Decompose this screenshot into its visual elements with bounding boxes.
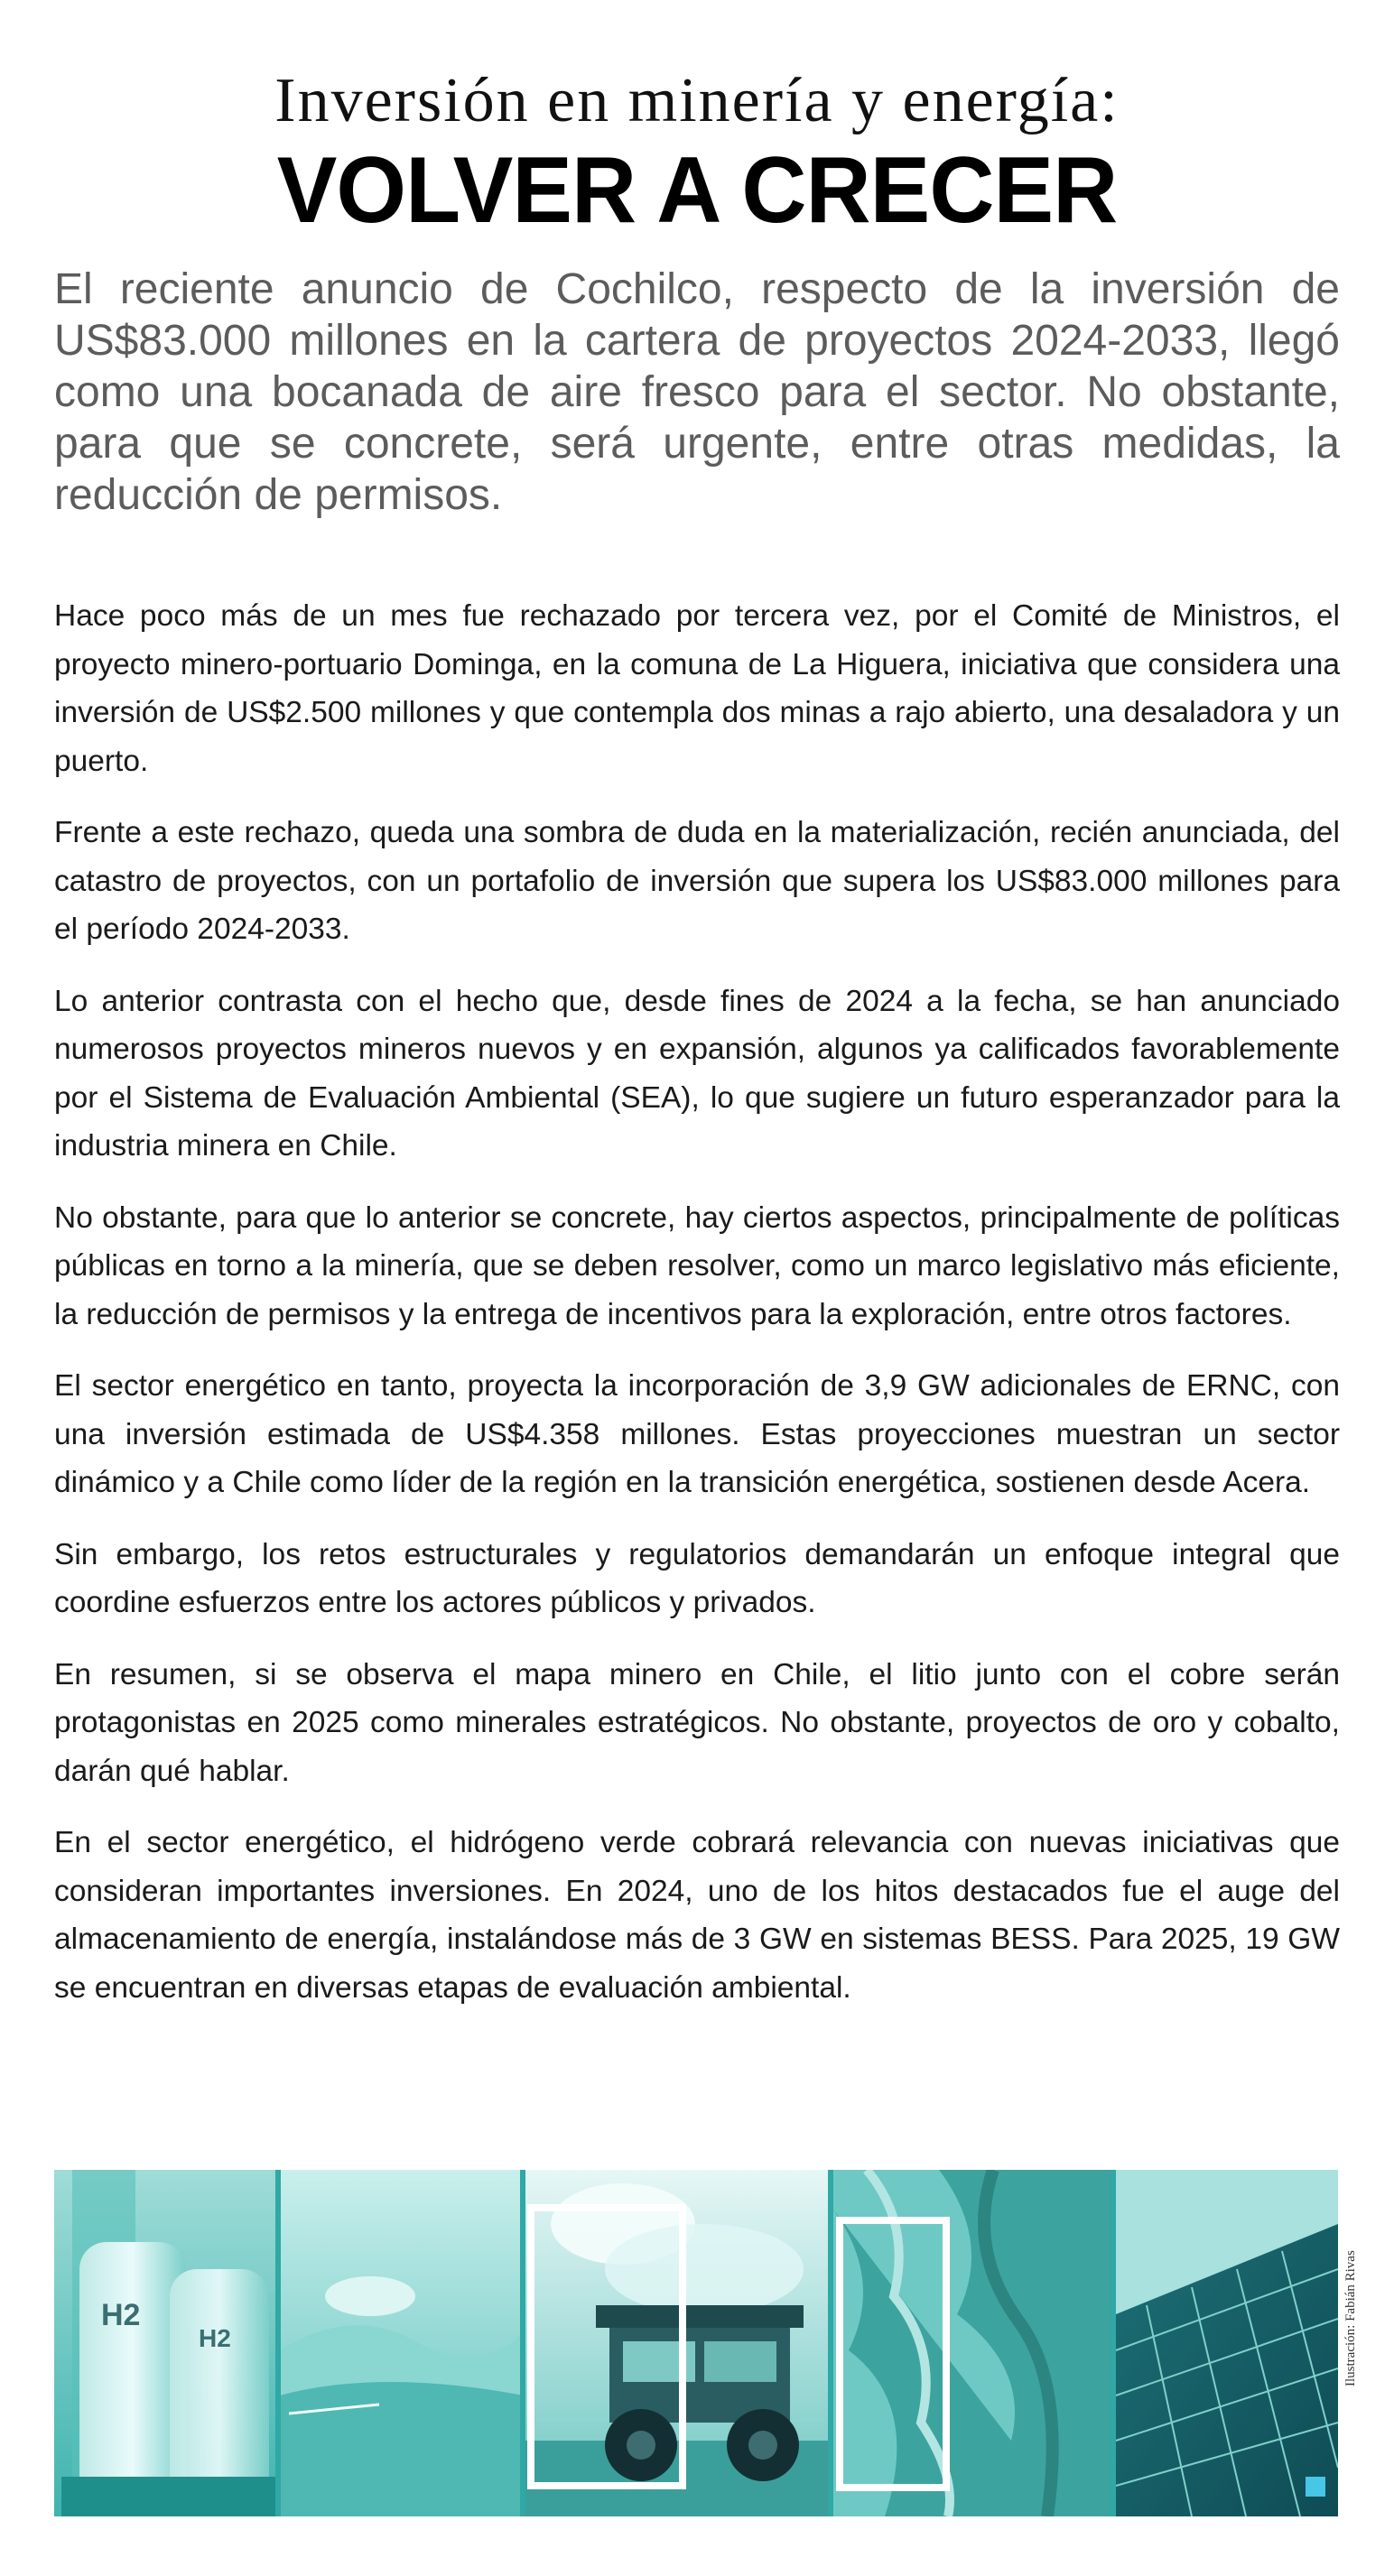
illustration-mosaic	[54, 2170, 1338, 2516]
body-paragraph-2: Frente a este rechazo, queda una sombra de duda en la materialización, recién anunciada, del catastro de proyectos, con un portafolio de inversión que supera los US$83.000 millones para el período 2024-2033.	[54, 816, 1340, 946]
article-body	[54, 592, 1340, 2035]
body-paragraph-5: El sector energético en tanto, proyecta la incorporación de 3,9 GW adicionales de ERNC, con una inversión estimada de US$4.358 millones. Estas proyecciones muestran un sector dinámico y a Chile como líder de la región en la transición energética, sostienen desde Acera.	[54, 1369, 1340, 1499]
tank-2	[170, 2269, 269, 2507]
illustration-credit: Ilustración: Fabián Rivas	[1343, 2250, 1358, 2386]
salt-flat-tile	[280, 2170, 524, 2516]
article-title: VOLVER A CRECER	[276, 138, 1118, 243]
body-paragraph-8: En el sector energético, el hidrógeno verde cobrará relevancia con nuevas iniciativas que consideran importantes inversiones. En 2024, uno de los hitos destacados fue el auge del almacenamiento de energía, instalándose más de 3 GW en sistemas BESS. Para 2025, 19 GW se encuentran en diversas etapas de evaluación ambiental.	[54, 1826, 1340, 2005]
illustration-svg	[54, 2170, 1338, 2516]
body-paragraph-1: Hace poco más de un mes fue rechazado por tercera vez, por el Comité de Ministros, el proyecto minero-portuario Dominga, en la comuna de La Higuera, iniciativa que considera una inversión de US$2.500 millones y que contempla dos minas a rajo abierto, una desaladora y un puerto.	[54, 599, 1340, 778]
tank-label-2: H2	[199, 2324, 231, 2352]
body-paragraph-6: Sin embargo, los retos estructurales y regulatorios demandarán un enfoque integral que coordine esfuerzos entre los actores públicos y privados.	[54, 1537, 1340, 1619]
body-paragraph-4: No obstante, para que lo anterior se concrete, hay ciertos aspectos, principalmente de políticas públicas en torno a la minería, que se deben resolver, como un marco legislativo más eficiente, la reducción de permisos y la entrega de incentivos para la exploración, entre otros factores.	[54, 1200, 1340, 1331]
tank-label-1: H2	[101, 2298, 141, 2332]
mining-truck-tile	[524, 2170, 831, 2516]
body-paragraph-3: Lo anterior contrasta con el hecho que, desde fines de 2024 a la fecha, se han anunciado numerosos proyectos mineros nuevos y en expansión, algunos ya calificados favorablemente por el Sistema de Evaluación Ambiental (SEA), lo que sugiere un futuro esperanzador para la industria minera en Chile.	[54, 984, 1340, 1163]
body-paragraph-7: En resumen, si se observa el mapa minero en Chile, el litio junto con el cobre serán protagonistas en 2025 como minerales estratégicos. No obstante, proyectos de oro y cobalto, darán qué hablar.	[54, 1657, 1340, 1788]
lead-paragraph: El reciente anuncio de Cochilco, respecto de la inversión de US$83.000 millones en la cartera de proyectos 2024-2033, llegó como una bocanada de aire fresco para el sector. No obstante, para que se concrete, será urgente, entre otras medidas, la reducción de permisos.	[54, 265, 1340, 519]
article-kicker: Inversión en minería y energía:	[274, 66, 1120, 135]
geology-tile	[831, 2170, 1112, 2516]
solar-panels-tile	[1116, 2170, 1338, 2516]
hydrogen-tanks-tile	[54, 2170, 278, 2516]
